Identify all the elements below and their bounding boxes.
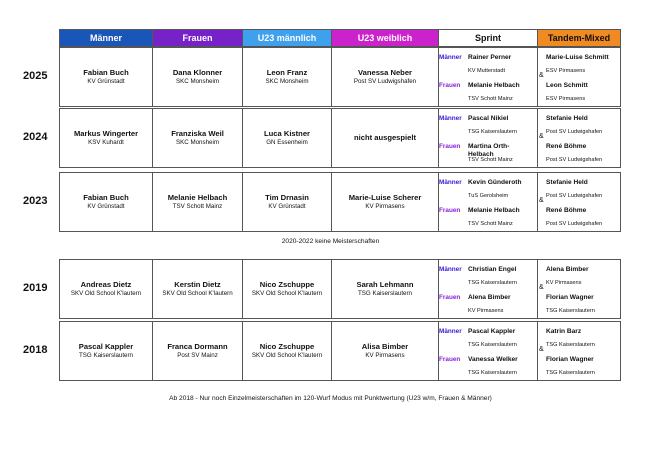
winner-name: Andreas Dietz — [80, 280, 132, 289]
sprint-maenner-club: KV Mutterstadt — [468, 68, 505, 74]
header-frauen: Frauen — [153, 30, 243, 47]
sprint-frauen-name: Melanie Helbach — [468, 207, 520, 214]
sprint-maenner-label: Männer — [439, 54, 462, 61]
sprint-frauen-name: Melanie Helbach — [468, 82, 520, 89]
winner-name: Marie-Luise Scherer — [348, 193, 422, 202]
winner-name: Kerstin Dietz — [174, 280, 221, 289]
tandem-club-2: Post SV Ludwigshafen — [546, 221, 603, 227]
tandem-club-1: ESV Pirmasens — [546, 68, 586, 74]
maenner-cell — [60, 109, 153, 168]
tandem-ampersand: & — [539, 197, 544, 204]
winner-name: Fabian Buch — [83, 193, 129, 202]
tandem-club-1: Post SV Ludwigshafen — [546, 193, 603, 199]
u23-maennlich-cell — [243, 109, 332, 168]
u23-maennlich-cell — [243, 322, 332, 381]
header-u23-weiblich: U23 weiblich — [332, 30, 439, 47]
sprint-frauen-label: Frauen — [439, 143, 461, 150]
club-name: SKV Old School K'lautern — [251, 290, 323, 297]
year-result-table — [59, 108, 621, 168]
winner-name: Alisa Bimber — [361, 342, 409, 351]
year-result-table — [59, 259, 621, 319]
sprint-cell — [439, 109, 538, 168]
winner-name: Pascal Kappler — [78, 342, 134, 351]
tandem-club-1: TSG Kaiserslautern — [546, 342, 595, 348]
winner-name: nicht ausgespielt — [353, 133, 417, 142]
tandem-cell — [538, 48, 621, 107]
header-sprint: Sprint — [439, 30, 538, 47]
tandem-club-1: Post SV Ludwigshafen — [546, 129, 603, 135]
club-name: Post SV Ludwigshafen — [353, 78, 417, 85]
winner-name: Franziska Weil — [171, 129, 224, 138]
sprint-maenner-label: Männer — [439, 266, 462, 273]
sprint-frauen-name: Vanessa Welker — [468, 356, 518, 363]
header-tandem-mixed: Tandem-Mixed — [538, 30, 621, 47]
club-name: TSG Kaiserslautern — [79, 352, 133, 359]
winner-name: Nico Zschuppe — [259, 342, 315, 351]
winner-name: Melanie Helbach — [167, 193, 228, 202]
tandem-partner-1: Stefanie Held — [546, 179, 588, 186]
club-name: SKC Monsheim — [176, 139, 219, 146]
tandem-club-2: Post SV Ludwigshafen — [546, 157, 603, 163]
tandem-club-2: TSG Kaiserslautern — [546, 370, 595, 376]
club-name: TSV Schott Mainz — [172, 203, 223, 210]
sprint-frauen-club: KV Pirmasens — [468, 308, 504, 314]
tandem-ampersand: & — [539, 284, 544, 291]
club-name: SKV Old School K'lautern — [162, 290, 233, 297]
tandem-partner-1: Marie-Luise Schmitt — [546, 54, 609, 61]
footer-note: Ab 2018 - Nur noch Einzelmeisterschaften im 120-Wurf Modus mit Punktwertung (U23 w/m, Frauen & Männer) — [169, 395, 492, 402]
tandem-ampersand: & — [539, 346, 544, 353]
winner-name: Nico Zschuppe — [259, 280, 315, 289]
frauen-cell — [153, 173, 243, 232]
sprint-frauen-label: Frauen — [439, 82, 461, 89]
sprint-frauen-name: Alena Bimber — [468, 294, 511, 301]
sprint-frauen-club: TSV Schott Mainz — [468, 221, 513, 227]
tandem-club-2: TSG Kaiserslautern — [546, 308, 595, 314]
sprint-maenner-name: Pascal Nikiel — [468, 115, 509, 122]
sprint-maenner-club: TSG Kaiserslautern — [468, 280, 517, 286]
sprint-frauen-label: Frauen — [439, 356, 461, 363]
frauen-cell — [153, 48, 243, 107]
winner-name: Fabian Buch — [83, 68, 129, 77]
winner-name: Franca Dormann — [167, 342, 228, 351]
winner-name: Luca Kistner — [264, 129, 310, 138]
sprint-frauen-label: Frauen — [439, 207, 461, 214]
sprint-cell — [439, 173, 538, 232]
frauen-cell — [153, 260, 243, 319]
tandem-cell — [538, 322, 621, 381]
club-name: SKV Old School K'lautern — [251, 352, 323, 359]
header-table — [59, 29, 621, 47]
tandem-partner-2: Florian Wagner — [546, 356, 594, 363]
sprint-cell — [439, 322, 538, 381]
sprint-maenner-name: Pascal Kappler — [468, 328, 516, 335]
club-name: SKC Monsheim — [176, 78, 219, 85]
club-name: KV Grünstadt — [87, 78, 125, 85]
sprint-maenner-name: Christian Engel — [468, 266, 517, 273]
tandem-club-1: KV Pirmasens — [546, 280, 582, 286]
u23-maennlich-cell — [243, 173, 332, 232]
winner-name: Tim Drnasin — [265, 193, 309, 202]
club-name: TSG Kaiserslautern — [358, 290, 412, 297]
header-u23-maennlich: U23 männlich — [243, 30, 332, 47]
sprint-maenner-club: TuS Gerolsheim — [468, 193, 509, 199]
gap-note: 2020-2022 keine Meisterschaften — [281, 238, 380, 245]
year-label: 2019 — [23, 282, 48, 294]
club-name: GN Essenheim — [266, 139, 308, 146]
frauen-cell — [153, 322, 243, 381]
sprint-maenner-club: TSG Kaiserslautern — [468, 342, 517, 348]
sprint-maenner-club: TSG Kaiserslautern — [468, 129, 517, 135]
year-result-table — [59, 321, 621, 381]
header-maenner: Männer — [60, 30, 153, 47]
club-name: SKV Old School K'lautern — [70, 290, 142, 297]
tandem-partner-1: Katrin Barz — [546, 328, 582, 335]
sprint-cell — [439, 260, 538, 319]
u23-weiblich-cell — [332, 48, 439, 107]
u23-weiblich-cell — [332, 173, 439, 232]
club-name: KSV Kuhardt — [88, 139, 124, 146]
sprint-maenner-name: Rainer Perner — [468, 54, 512, 61]
winner-name: Sarah Lehmann — [356, 280, 414, 289]
tandem-cell — [538, 173, 621, 232]
u23-weiblich-cell — [332, 109, 439, 168]
sprint-frauen-club: TSV Schott Mainz — [468, 96, 513, 102]
tandem-ampersand: & — [539, 72, 544, 79]
sprint-frauen-name: Martina Orth-Helbach — [468, 143, 510, 158]
u23-weiblich-cell — [332, 322, 439, 381]
tandem-partner-2: Florian Wagner — [546, 294, 594, 301]
sprint-frauen-club: TSV Schott Mainz — [468, 157, 513, 163]
maenner-cell — [60, 173, 153, 232]
tandem-ampersand: & — [539, 133, 544, 140]
year-result-table — [59, 172, 621, 232]
tandem-partner-1: Stefanie Held — [546, 115, 588, 122]
u23-maennlich-cell — [243, 260, 332, 319]
tandem-partner-2: Leon Schmitt — [546, 82, 588, 89]
club-name: Post SV Mainz — [177, 352, 218, 359]
tandem-partner-2: René Böhme — [546, 143, 587, 150]
club-name: SKC Monsheim — [265, 78, 309, 85]
maenner-cell — [60, 260, 153, 319]
winner-name: Vanessa Neber — [357, 68, 413, 77]
sprint-frauen-label: Frauen — [439, 294, 461, 301]
club-name: KV Pirmasens — [365, 352, 405, 359]
year-label: 2024 — [23, 131, 48, 143]
club-name: KV Grünstadt — [87, 203, 125, 210]
sprint-maenner-name: Kevin Günderoth — [468, 179, 522, 186]
frauen-cell — [153, 109, 243, 168]
maenner-cell — [60, 48, 153, 107]
tandem-club-2: ESV Pirmasens — [546, 96, 586, 102]
u23-maennlich-cell — [243, 48, 332, 107]
winner-name: Markus Wingerter — [73, 129, 139, 138]
year-label: 2023 — [23, 195, 48, 207]
winner-name: Dana Klonner — [172, 68, 223, 77]
u23-weiblich-cell — [332, 260, 439, 319]
year-label: 2018 — [23, 344, 48, 356]
sprint-maenner-label: Männer — [439, 179, 462, 186]
tandem-cell — [538, 109, 621, 168]
maenner-cell — [60, 322, 153, 381]
year-label: 2025 — [23, 70, 48, 82]
club-name: KV Grünstadt — [268, 203, 306, 210]
tandem-partner-2: René Böhme — [546, 207, 587, 214]
tandem-partner-1: Alena Bimber — [546, 266, 589, 273]
tandem-cell — [538, 260, 621, 319]
winner-name: Leon Franz — [266, 68, 308, 77]
sprint-maenner-label: Männer — [439, 115, 462, 122]
year-result-table — [59, 47, 621, 107]
club-name: KV Pirmasens — [365, 203, 405, 210]
sprint-frauen-club: TSG Kaiserslautern — [468, 370, 517, 376]
sprint-maenner-label: Männer — [439, 328, 462, 335]
sprint-cell — [439, 48, 538, 107]
